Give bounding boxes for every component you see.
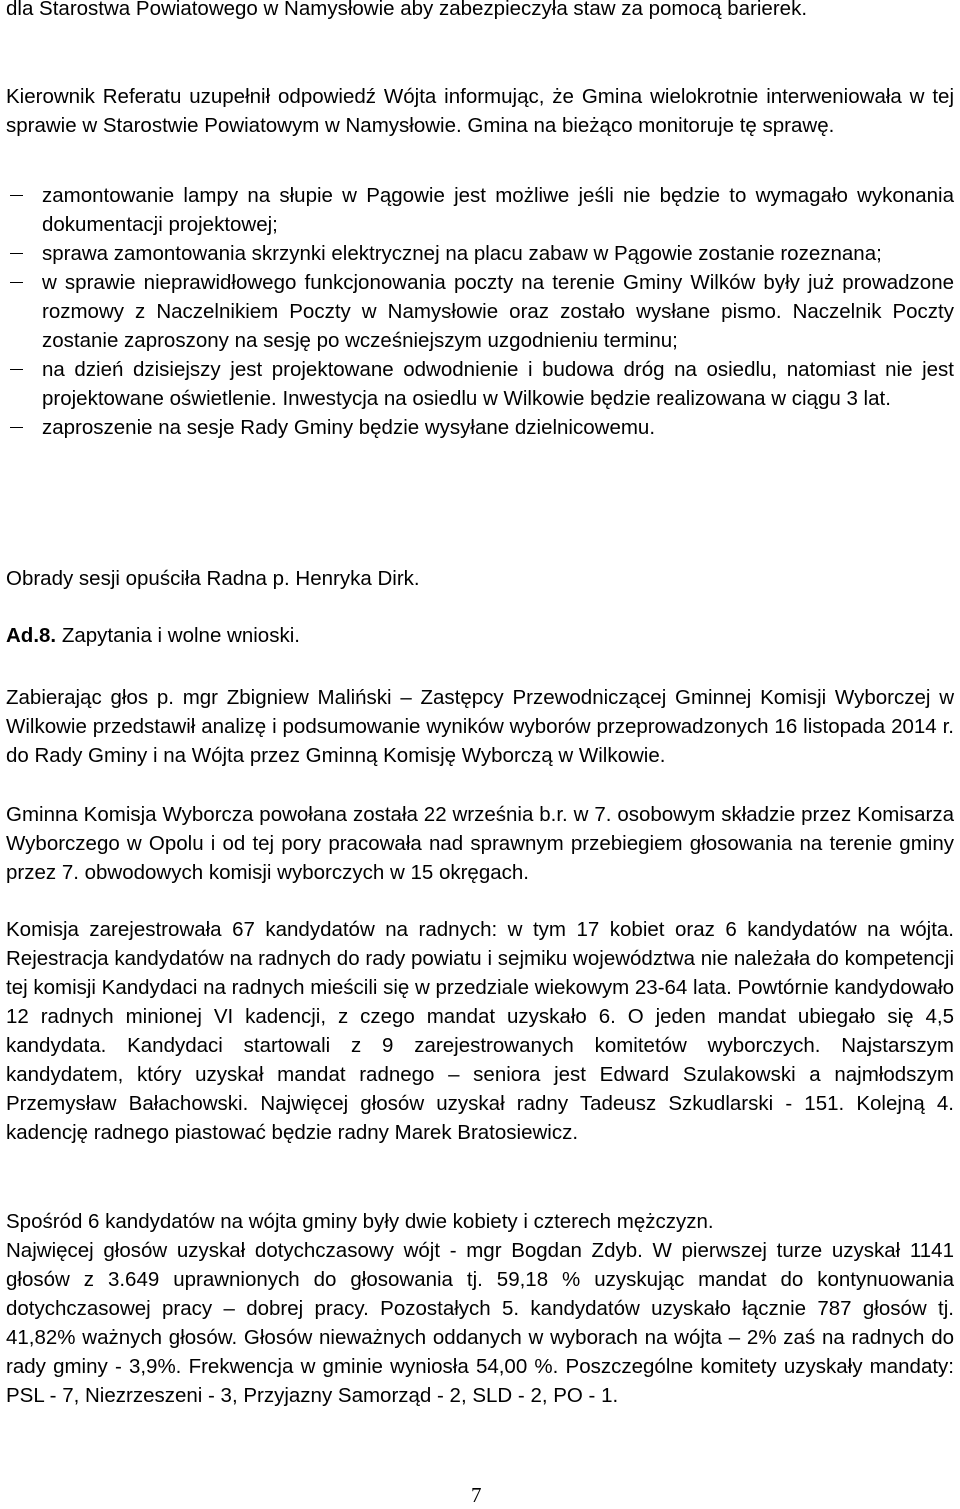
paragraph-results: Najwięcej głosów uzyskał dotychczasowy wójt - mgr Bogdan Zdyb. W pierwszej turze uzyskał 1141 głosów z 3.649 uprawnionych do głosowania tj. 59,18 % uzyskując mandat do kontynuowania dotychczasowej pracy – dobrej pracy. Pozostałych 5. kandydatów uzyskało łącznie 787 głosów tj. 41,82% ważnych głosów. Głosów nieważnych oddanych w wyborach na wójta – 2% zaś na radnych do rady gminy - 3,9%. Frekwencja w gminie wyniosła 54,00 %. Poszczególne komitety uzyskały mandaty: PSL - 7, Niezrzeszeni - 3, Przyjazny Samorząd - 2, SLD - 2, PO - 1. [6, 1239, 954, 1407]
paragraph-report-intro: Zabierając głos p. mgr Zbigniew Maliński – Zastępcy Przewodniczącej Gminnej Komisji Wyborczej w Wilkowie przedstawił analizę i podsumowanie wyników wyborów przeprowadzonych 16 listopada 2014 r. do Rady Gminy i na Wójta przez Gminną Komisję Wyborczą w Wilkowie. [6, 686, 954, 767]
list-item: sprawa zamontowania skrzynki elektrycznej na placu zabaw w Pągowie zostanie rozeznana; [0, 239, 960, 268]
list-item: zamontowanie lampy na słupie w Pągowie jest możliwe jeśli nie będzie to wymagało wykonania dokumentacji projektowej; [0, 181, 960, 239]
section-title: Zapytania i wolne wnioski. [56, 624, 300, 647]
section-heading [6, 621, 954, 650]
list-item: na dzień dzisiejszy jest projektowane odwodnienie i budowa dróg na osiedlu, natomiast nie jest projektowane oświetlenie. Inwestycja na osiedlu w Wilkowie będzie realizowana w ciągu 3 lat. [0, 355, 960, 413]
section-number: Ad.8. [6, 624, 57, 647]
obrady-note: Obrady sesji opuściła Radna p. Henryka Dirk. [6, 567, 420, 590]
dash-icon [10, 282, 23, 283]
intro-paragraph: Kierownik Referatu uzupełnił odpowiedź Wójta informując, że Gmina wielokrotnie interweniowała w tej sprawie w Starostwie Powiatowym w Namysłowie. Gmina na bieżąco monitoruje tę sprawę. [6, 85, 954, 137]
page-number: 7 [471, 1483, 482, 1507]
dash-icon [10, 195, 23, 196]
dash-icon [10, 253, 23, 254]
list-item: zaproszenie na sesje Rady Gminy będzie wysyłane dzielnicowemu. [0, 413, 960, 442]
paragraph-candidates: Komisja zarejestrowała 67 kandydatów na radnych: w tym 17 kobiet oraz 6 kandydatów na wójta. Rejestracja kandydatów na radnych do rady powiatu i sejmiku województwa nie należała do kompetencji tej komisji Kandydaci na radnych mieścili się w przedziale wiekowym 23-64 lata. Powtórnie kandydowało 12 radnych minionej VI kadencji, z czego mandat uzyskało 6. O jeden mandat ubiegało się 4,5 kandydata. Kandydaci startowali z 9 zarejestrowanych komitetów wyborczych. Najstarszym kandydatem, który uzyskał mandat radnego – seniora jest Edward Szulakowski a najmłodszym Przemysław Bałachowski. Najwięcej głosów uzyskał radny Tadeusz Szkudlarski - 151. Kolejną 4. kadencję radnego piastować będzie radny Marek Bratosiewicz. [6, 918, 954, 1144]
list-item: w sprawie nieprawidłowego funkcjonowania poczty na terenie Gminy Wilków były już prowadzone rozmowy z Naczelnikiem Poczty w Namysłowie oraz zostało wysłane pismo. Naczelnik Poczty zostanie zaproszony na sesję po wcześniejszym uzgodnieniu terminu; [0, 268, 960, 355]
paragraph-mayor-candidates: Spośród 6 kandydatów na wójta gminy były dwie kobiety i czterech mężczyzn. [6, 1210, 714, 1233]
dash-icon [10, 427, 23, 428]
intro-continuation: dla Starostwa Powiatowego w Namysłowie aby zabezpieczyła staw za pomocą barierek. [6, 0, 808, 20]
paragraph-commission: Gminna Komisja Wyborcza powołana została 22 września b.r. w 7. osobowym składzie przez Komisarza Wyborczego w Opolu i od tej pory pracowała nad sprawnym przebiegiem głosowania na terenie gminy przez 7. obwodowych komisji wyborczych w 15 okręgach. [6, 803, 954, 884]
response-list [0, 181, 960, 442]
dash-icon [10, 369, 23, 370]
